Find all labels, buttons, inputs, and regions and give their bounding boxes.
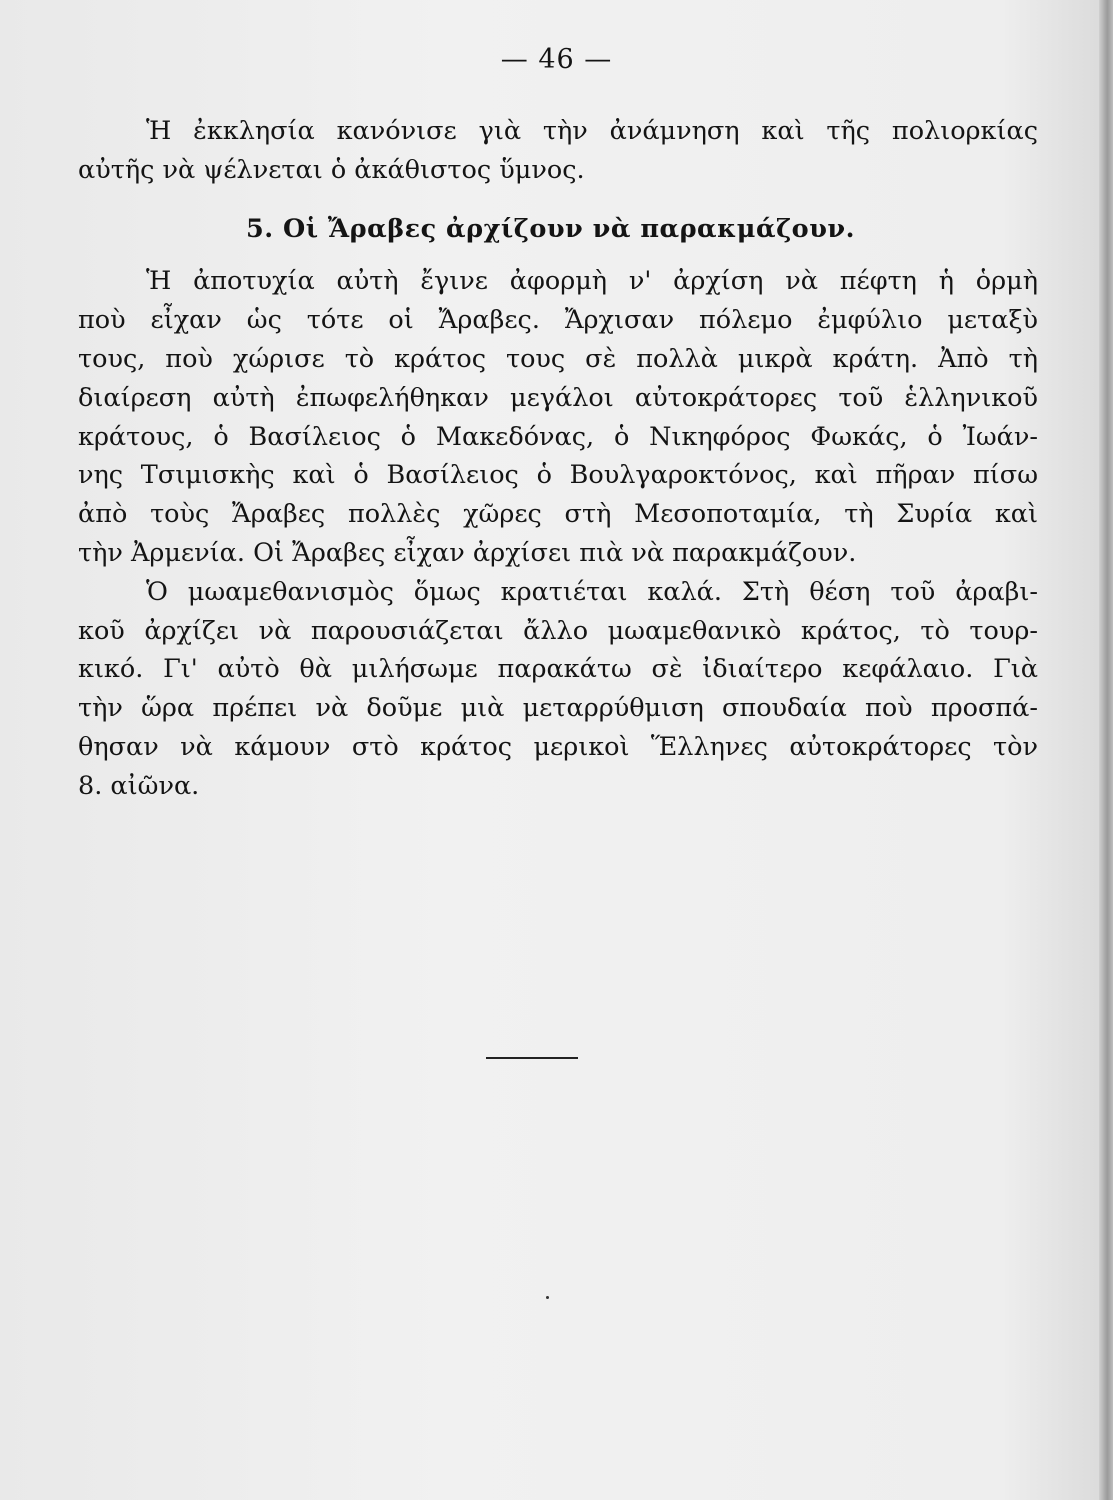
section-divider: [486, 1057, 578, 1059]
text-line: τὴν ὥρα πρέπει νὰ δοῦμε μιὰ μεταρρύθμιση σπουδαία ποὺ προσπά-: [78, 693, 1038, 724]
page-number: — 46 —: [500, 44, 613, 75]
text-line: ἀπὸ τοὺς Ἄραβες πολλὲς χῶρες στὴ Μεσοποταμία, τὴ Συρία καὶ: [78, 499, 1038, 530]
paragraph-islam: [78, 573, 1038, 806]
page-edge-shadow: [1099, 0, 1113, 1500]
paragraph-church: [78, 112, 1038, 190]
text-line: 8. αἰῶνα.: [78, 770, 200, 801]
text-line: Ἡ ἀποτυχία αὐτὴ ἔγινε ἀφορμὴ ν' ἀρχίση νὰ πέφτη ἡ ὁρμὴ: [146, 266, 1038, 297]
page-body: [78, 112, 1038, 806]
text-line: κοῦ ἀρχίζει νὰ παρουσιάζεται ἄλλο μωαμεθανικὸ κράτος, τὸ τουρ-: [78, 615, 1038, 646]
text-line: Ὁ μωαμεθανισμὸς ὅμως κρατιέται καλά. Στὴ θέση τοῦ ἀραβι-: [146, 576, 1038, 607]
paragraph-arabs-decline: [78, 262, 1038, 572]
text-line: ποὺ εἶχαν ὡς τότε οἱ Ἄραβες. Ἄρχισαν πόλεμο ἐμφύλιο μεταξὺ: [78, 305, 1038, 336]
text-line: διαίρεση αὐτὴ ἐπωφελήθηκαν μεγάλοι αὐτοκράτορες τοῦ ἑλληνικοῦ: [78, 382, 1038, 413]
text-line: θησαν νὰ κάμουν στὸ κράτος μερικοὶ Ἕλληνες αὐτοκράτορες τὸν: [78, 731, 1038, 762]
ink-dot: [546, 1296, 549, 1299]
text-line: αὐτῆς νὰ ψέλνεται ὁ ἀκάθιστος ὕμνος.: [78, 154, 585, 185]
text-line: τους, ποὺ χώρισε τὸ κράτος τους σὲ πολλὰ μικρὰ κράτη. Ἀπὸ τὴ: [78, 343, 1038, 374]
text-line: νης Τσιμισκὴς καὶ ὁ Βασίλειος ὁ Βουλγαροκτόνος, καὶ πῆραν πίσω: [78, 460, 1038, 491]
section-heading: 5. Οἱ Ἄραβες ἀρχίζουν νὰ παρακμάζουν.: [246, 213, 855, 244]
text-line: κράτους, ὁ Βασίλειος ὁ Μακεδόνας, ὁ Νικηφόρος Φωκάς, ὁ Ἰωάν-: [78, 421, 1038, 452]
text-line: τὴν Ἀρμενία. Οἱ Ἄραβες εἶχαν ἀρχίσει πιὰ νὰ παρακμάζουν.: [78, 537, 857, 568]
text-line: Ἡ ἐκκλησία κανόνισε γιὰ τὴν ἀνάμνηση καὶ τῆς πολιορκίας: [146, 116, 1038, 146]
text-line: κικό. Γι' αὐτὸ θὰ μιλήσωμε παρακάτω σὲ ἰδιαίτερο κεφάλαιο. Γιὰ: [78, 654, 1038, 685]
